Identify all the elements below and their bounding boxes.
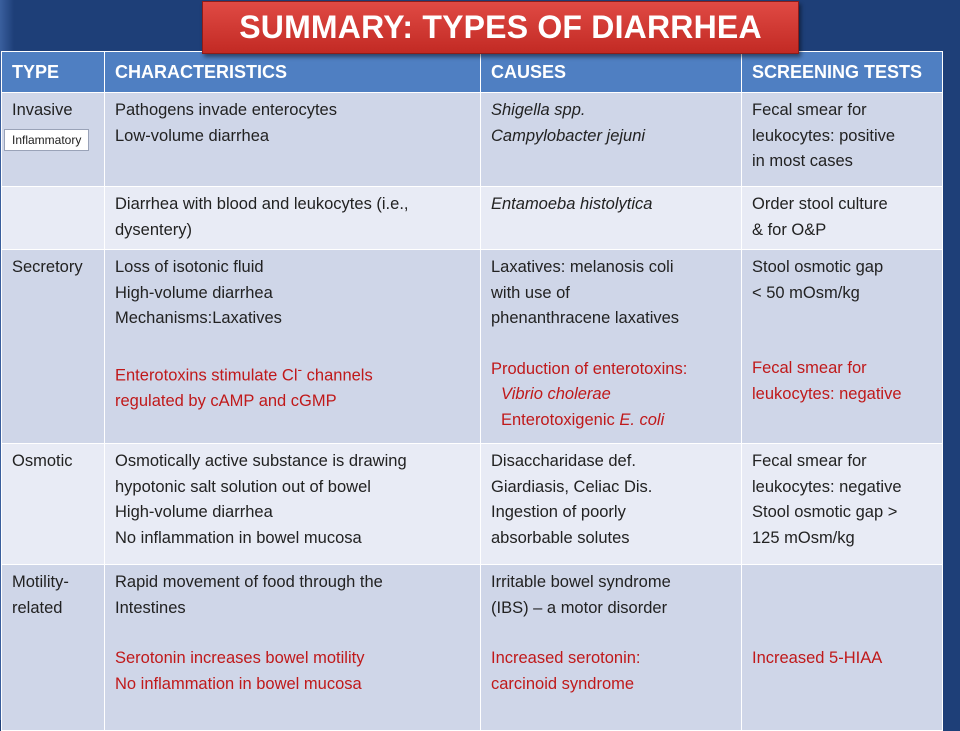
slide-title: SUMMARY: TYPES OF DIARRHEA	[202, 1, 799, 54]
spacer	[115, 621, 470, 646]
characteristic-line: Pathogens invade enterocytes	[115, 101, 337, 119]
enterotoxigenic-text: Enterotoxigenic	[501, 410, 620, 429]
characteristic-line: dysentery)	[115, 220, 193, 239]
cause-line: phenanthracene laxatives	[491, 309, 680, 327]
header-causes: CAUSES	[481, 52, 742, 93]
test-line: Order stool culture	[752, 195, 888, 213]
test-line: Fecal smear for	[752, 452, 867, 470]
cause-line: Laxatives: melanosis coli	[491, 258, 674, 276]
characteristics-cell	[105, 187, 481, 250]
characteristic-line: No inflammation in bowel mucosa	[115, 528, 362, 547]
test-line-red: Increased 5-HIAA	[752, 649, 883, 667]
test-line: leukocytes: positive	[752, 126, 896, 145]
spacer	[491, 332, 731, 357]
characteristic-line: hypotonic salt solution out of bowel	[115, 477, 371, 496]
characteristic-line: Rapid movement of food through the	[115, 573, 383, 591]
characteristics-cell	[105, 250, 481, 444]
diarrhea-summary-table	[1, 51, 943, 731]
spacer	[752, 306, 932, 331]
test-line: & for O&P	[752, 220, 827, 239]
e-coli-text: E. coli	[619, 410, 665, 429]
table-row-secretory	[2, 250, 943, 444]
cause-line: (IBS) – a motor disorder	[491, 598, 668, 617]
test-line-red: leukocytes: negative	[752, 384, 902, 403]
type-cell	[2, 565, 105, 731]
characteristic-line: Mechanisms:Laxatives	[115, 309, 282, 327]
test-line: leukocytes: negative	[752, 477, 902, 496]
cause-line: Shigella spp.	[491, 101, 586, 119]
table-row-osmotic	[2, 444, 943, 565]
chloride-charge: -	[297, 361, 303, 377]
characteristic-line: Loss of isotonic fluid	[115, 258, 264, 276]
characteristic-line-red: No inflammation in bowel mucosa	[115, 674, 362, 693]
cause-line-red	[491, 408, 731, 434]
type-label: Motility-	[12, 573, 69, 591]
characteristic-line-red: Serotonin increases bowel motility	[115, 649, 365, 667]
table-row-motility	[2, 565, 943, 731]
characteristic-line: High-volume diarrhea	[115, 283, 273, 302]
test-line: < 50 mOsm/kg	[752, 283, 860, 302]
cause-line: Campylobacter jejuni	[491, 126, 646, 145]
cause-line-red: carcinoid syndrome	[491, 674, 635, 693]
tests-cell	[742, 444, 943, 565]
characteristic-line: Low-volume diarrhea	[115, 126, 270, 145]
enterotoxin-text: Enterotoxins stimulate Cl	[115, 366, 298, 384]
characteristic-line: Intestines	[115, 598, 186, 617]
type-label: related	[12, 598, 63, 617]
table-row-invasive-dysentery	[2, 187, 943, 250]
characteristic-line-red	[115, 357, 470, 389]
type-cell	[2, 93, 105, 187]
test-line: Fecal smear for	[752, 101, 867, 119]
test-line: in most cases	[752, 152, 853, 170]
table-row-invasive	[2, 93, 943, 187]
spacer	[752, 570, 932, 646]
characteristics-cell	[105, 93, 481, 187]
characteristic-line: Diarrhea with blood and leukocytes (i.e.,	[115, 195, 409, 213]
cause-line: Giardiasis, Celiac Dis.	[491, 477, 653, 496]
tests-cell	[742, 565, 943, 731]
type-label: Invasive	[12, 101, 73, 119]
table-header-row	[2, 52, 943, 93]
spacer	[115, 332, 470, 357]
characteristics-cell	[105, 565, 481, 731]
causes-cell	[481, 187, 742, 250]
cause-line: absorbable solutes	[491, 528, 630, 547]
cause-line: Irritable bowel syndrome	[491, 573, 671, 591]
channels-text: channels	[302, 366, 373, 384]
causes-cell	[481, 93, 742, 187]
cause-line: with use of	[491, 283, 570, 302]
cause-line-red: Production of enterotoxins:	[491, 359, 688, 378]
test-line: Stool osmotic gap >	[752, 503, 898, 521]
characteristic-line-red: regulated by cAMP and cGMP	[115, 391, 337, 410]
characteristic-line: High-volume diarrhea	[115, 503, 273, 521]
cause-line-red: Increased serotonin:	[491, 649, 641, 667]
cause-line: Ingestion of poorly	[491, 503, 626, 521]
test-line: 125 mOsm/kg	[752, 528, 855, 547]
characteristics-cell	[105, 444, 481, 565]
type-cell: Secretory	[2, 250, 105, 444]
header-screening-tests: SCREENING TESTS	[742, 52, 943, 93]
test-line: Stool osmotic gap	[752, 258, 884, 276]
test-line-red: Fecal smear for	[752, 359, 867, 377]
cause-line: Entamoeba histolytica	[491, 195, 653, 213]
cause-line-red: Vibrio cholerae	[501, 385, 611, 403]
spacer	[752, 331, 932, 356]
causes-cell	[481, 250, 742, 444]
cause-line: Disaccharidase def.	[491, 452, 636, 470]
tests-cell	[742, 93, 943, 187]
header-type: TYPE	[2, 52, 105, 93]
spacer	[491, 621, 731, 646]
type-cell	[2, 187, 105, 250]
type-cell: Osmotic	[2, 444, 105, 565]
inflammatory-badge: Inflammatory	[4, 129, 89, 151]
tests-cell	[742, 187, 943, 250]
tests-cell	[742, 250, 943, 444]
characteristic-line: Osmotically active substance is drawing	[115, 452, 407, 470]
causes-cell	[481, 565, 742, 731]
causes-cell	[481, 444, 742, 565]
header-characteristics: CHARACTERISTICS	[105, 52, 481, 93]
